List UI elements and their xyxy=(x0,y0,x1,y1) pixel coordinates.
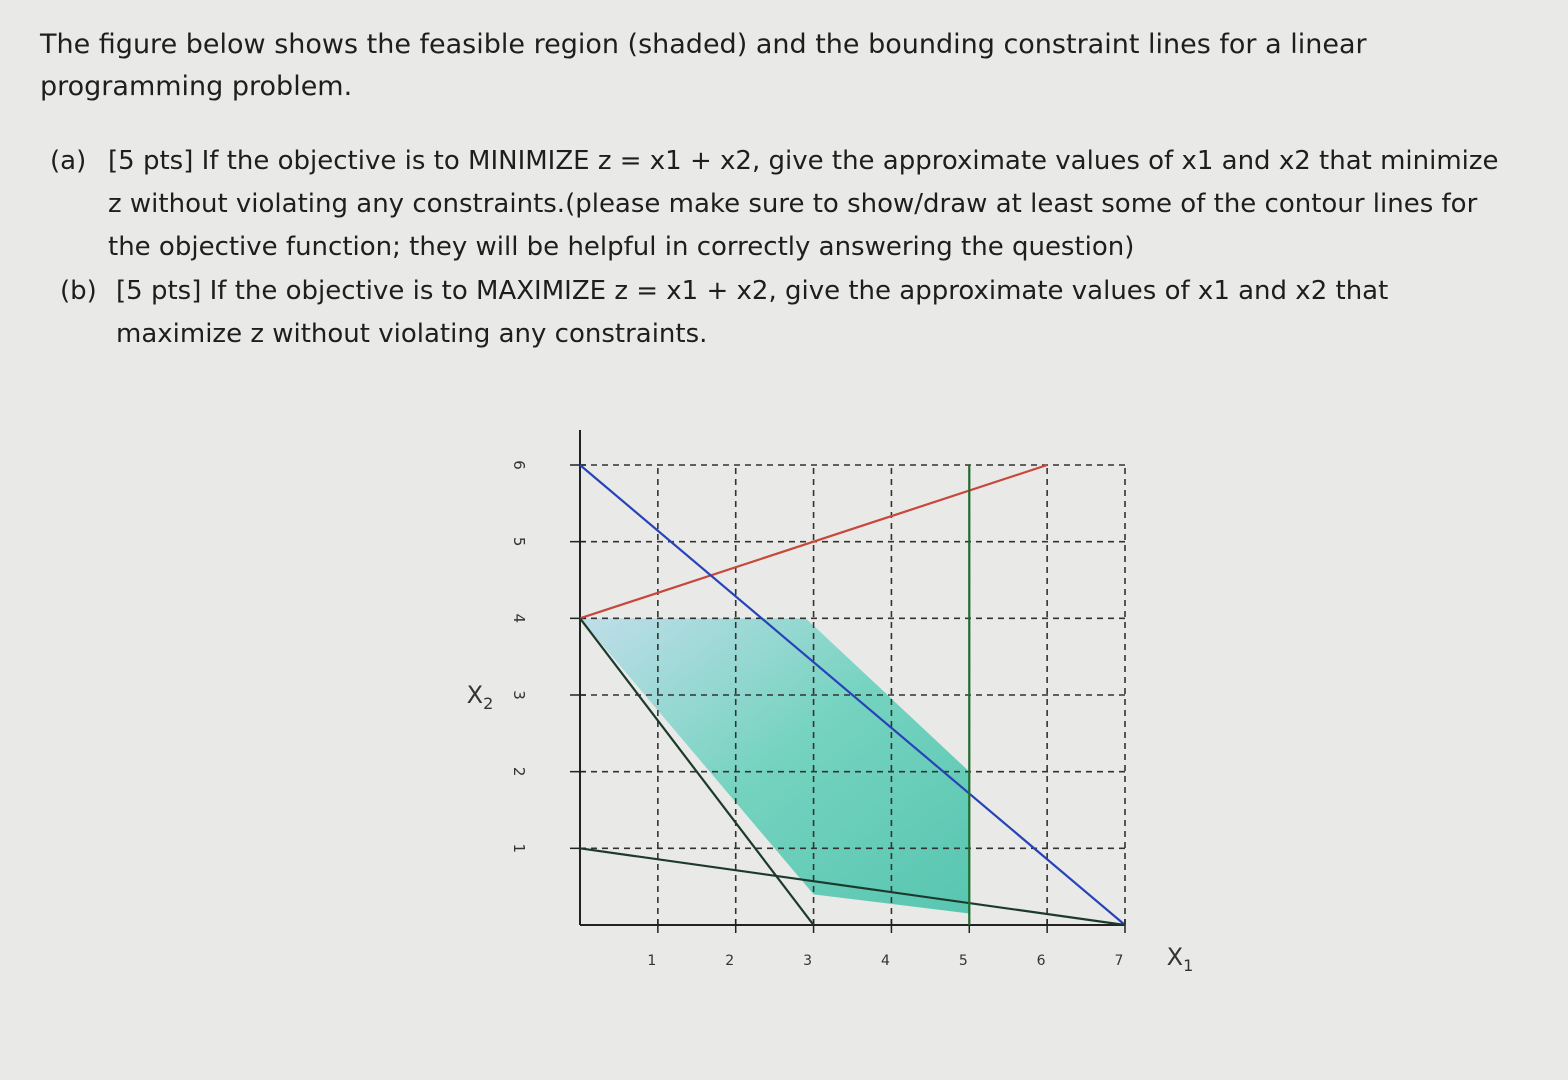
y-tick-label: 3 xyxy=(510,690,528,700)
x-tick-label: 3 xyxy=(803,953,813,969)
x-tick-label: 6 xyxy=(1036,953,1046,969)
question-b xyxy=(60,270,1510,356)
y-tick-label: 2 xyxy=(510,766,528,777)
x-tick-label: 4 xyxy=(880,953,890,969)
question-b-text: [5 pts] If the objective is to MAXIMIZE z = x1 + x2, give the approximate values of x1 and x2 that maximize z without violating any constraints. xyxy=(116,276,1389,349)
y-tick-label: 5 xyxy=(510,536,528,547)
x-tick-label: 5 xyxy=(958,953,968,969)
x-tick-label: 1 xyxy=(647,953,657,969)
x-axis-label: $X_1$ xyxy=(1166,943,1194,975)
question-a xyxy=(50,140,1510,269)
y-tick-label: 1 xyxy=(510,843,528,854)
x-tick-label: 2 xyxy=(725,953,735,969)
y-axis-label: $X_2$ xyxy=(466,681,494,713)
y-tick-label: 4 xyxy=(510,613,528,624)
feasible-region xyxy=(580,618,969,913)
question-b-label: (b) xyxy=(60,276,97,306)
x-tick-label: 7 xyxy=(1114,953,1124,969)
question-a-label: (a) xyxy=(50,146,87,176)
question-a-text: [5 pts] If the objective is to MINIMIZE z = x1 + x2, give the approximate values of x1 and x2 that minimize z without violating any constraints.(please make sure to show/draw at least some of the contour lines for the objective function; they will be helpful in correctly answering the question) xyxy=(108,146,1499,262)
y-tick-label: 6 xyxy=(510,460,528,470)
feasible-region-chart xyxy=(440,420,1220,980)
intro-text: The figure below shows the feasible region (shaded) and the bounding constraint lines for a linear programming problem. xyxy=(40,29,1367,102)
chart-svg xyxy=(440,420,1220,980)
